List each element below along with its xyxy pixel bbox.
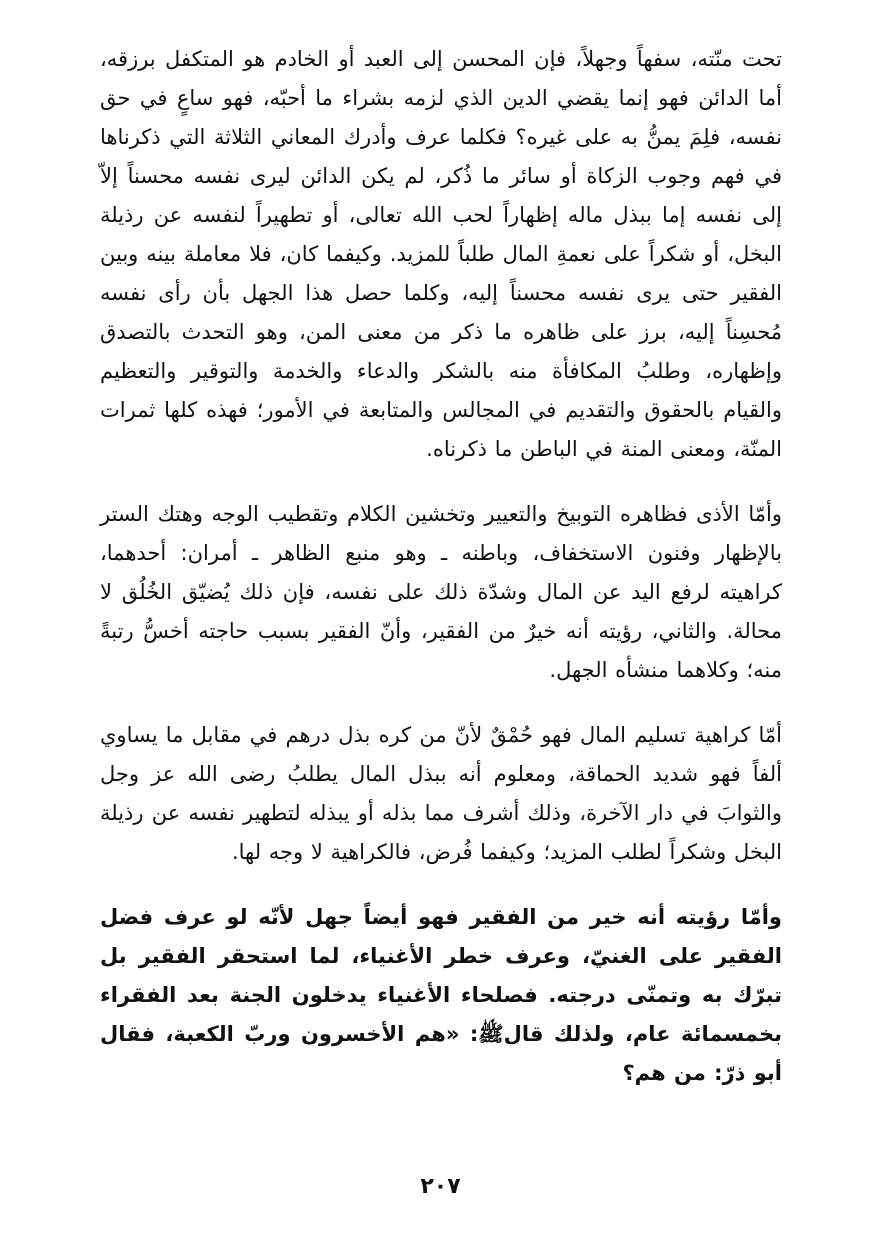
paragraph-1: تحت منّته، سفهاً وجهلاً، فإن المحسن إلى العبد أو الخادم هو المتكفل برزقه، أما الدائن فهو إنما يقضي الدين الذي لزمه بشراء ما أحبّه، فهو ساعٍ في حق نفسه، فلِمَ يمنُّ به على غيره؟ فكلما عرف وأدرك المعاني الثلاثة التي ذكرناها في فهم وجوب الزكاة أو سائر ما ذُكر، لم يكن الدائن ليرى نفسه محسناً إلاّ إلى نفسه إما ببذل ماله إظهاراً لحب الله تعالى، أو تطهيراً لنفسه عن رذيلة البخل، أو شكراً على نعمةِ المال طلباً للمزيد. وكيفما كان، فلا معاملة بينه وبين الفقير حتى يرى نفسه محسناً إليه، وكلما حصل هذا الجهل بأن رأى نفسه مُحسِناً إليه، برز على ظاهره ما ذكر من معنى المن، وهو التحدث بالتصدق وإظهاره، وطلبُ المكافأة منه بالشكر والدعاء والخدمة والتوقير والتعظيم والقيام بالحقوق والتقديم في المجالس والمتابعة في الأمور؛ فهذه كلها ثمرات المنّة، ومعنى المنة في الباطن ما ذكرناه. xyxy=(100,47,782,461)
page-body xyxy=(100,40,782,1093)
paragraph-4: وأمّا رؤيته أنه خير من الفقير فهو أيضاً جهل لأنّه لو عرف فضل الفقير على الغنيّ، وعرف خطر الأغنياء، لما استحقر الفقير بل تبرّك به وتمنّى درجته. فصلحاء الأغنياء يدخلون الجنة بعد الفقراء بخمسمائة عام، ولذلك قالﷺ: «هم الأخسرون وربّ الكعبة، فقال أبو ذرّ: من هم؟ xyxy=(100,905,782,1085)
paragraph-2: وأمّا الأذى فظاهره التوبيخ والتعيير وتخشين الكلام وتقطيب الوجه وهتك الستر بالإظهار وفنون الاستخفاف، وباطنه ـ وهو منبع الظاهر ـ أمران: أحدهما، كراهيته لرفع اليد عن المال وشدّة ذلك على نفسه، فإن ذلك يُضيّق الخُلُق لا محالة. والثاني، رؤيته أنه خيرٌ من الفقير، وأنّ الفقير بسبب حاجته أخسُّ رتبةً منه؛ وكلاهما منشأه الجهل. xyxy=(100,502,782,682)
page-number: ٢٠٧ xyxy=(420,1174,461,1199)
paragraph-3: أمّا كراهية تسليم المال فهو حُمْقٌ لأنّ من كره بذل درهم في مقابل ما يساوي ألفاً فهو شديد الحماقة، ومعلوم أنه ببذل المال يطلبُ رضى الله عز وجل والثوابَ في دار الآخرة، وذلك أشرف مما بذله أو يبذله لتطهير نفسه عن رذيلة البخل وشكراً لطلب المزيد؛ وكيفما فُرض، فالكراهية لا وجه لها. xyxy=(100,723,782,864)
